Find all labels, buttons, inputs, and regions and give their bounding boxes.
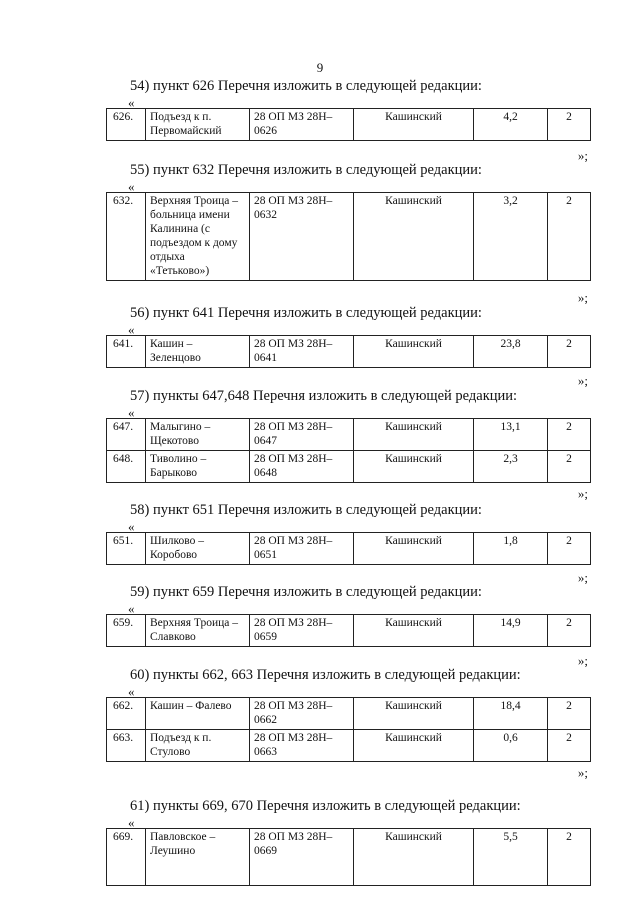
- section-heading: 54) пункт 626 Перечня изложить в следующей редакции:: [130, 78, 482, 94]
- road-category: 2: [548, 451, 591, 483]
- road-length: 4,2: [474, 109, 548, 141]
- road-length: 13,1: [474, 419, 548, 451]
- section-heading: 57) пункты 647,648 Перечня изложить в следующей редакции:: [130, 388, 518, 404]
- table-row: [107, 451, 591, 483]
- road-category: 2: [548, 615, 591, 647]
- roads-table: [106, 697, 591, 762]
- item-number: 662.: [107, 698, 146, 730]
- road-name: Малыгино – Щекотово: [146, 419, 250, 451]
- roads-table: [106, 108, 591, 141]
- table-row: [107, 698, 591, 730]
- road-code: 28 ОП МЗ 28Н–0648: [250, 451, 354, 483]
- road-code: 28 ОП МЗ 28Н–0659: [250, 615, 354, 647]
- district: Кашинский: [354, 419, 474, 451]
- close-quote: »;: [577, 486, 588, 501]
- district: Кашинский: [354, 533, 474, 565]
- road-category: 2: [548, 419, 591, 451]
- road-length: 14,9: [474, 615, 548, 647]
- road-code: 28 ОП МЗ 28Н–0632: [250, 193, 354, 281]
- close-quote: »;: [577, 373, 588, 388]
- road-name: Кашин – Фалево: [146, 698, 250, 730]
- road-code: 28 ОП МЗ 28Н–0626: [250, 109, 354, 141]
- district: Кашинский: [354, 730, 474, 762]
- table-row: [107, 615, 591, 647]
- district: Кашинский: [354, 193, 474, 281]
- item-number: 641.: [107, 336, 146, 368]
- section-heading: 59) пункт 659 Перечня изложить в следующей редакции:: [130, 584, 482, 600]
- section-heading: 60) пункты 662, 663 Перечня изложить в следующей редакции:: [130, 667, 521, 683]
- road-name: Подъезд к п. Стулово: [146, 730, 250, 762]
- roads-table: [106, 418, 591, 483]
- open-quote: «: [128, 601, 135, 616]
- section-heading: 61) пункты 669, 670 Перечня изложить в следующей редакции:: [130, 798, 521, 814]
- item-number: 651.: [107, 533, 146, 565]
- district: Кашинский: [354, 829, 474, 886]
- open-quote: «: [128, 322, 135, 337]
- road-category: 2: [548, 193, 591, 281]
- road-category: 2: [548, 533, 591, 565]
- road-category: 2: [548, 829, 591, 886]
- table-row: [107, 730, 591, 762]
- section-heading: 58) пункт 651 Перечня изложить в следующей редакции:: [130, 502, 482, 518]
- road-category: 2: [548, 336, 591, 368]
- district: Кашинский: [354, 615, 474, 647]
- table-row: [107, 533, 591, 565]
- item-number: 659.: [107, 615, 146, 647]
- close-quote: »;: [577, 290, 588, 305]
- road-category: 2: [548, 109, 591, 141]
- close-quote: »;: [577, 765, 588, 780]
- road-code: 28 ОП МЗ 28Н–0641: [250, 336, 354, 368]
- road-length: 3,2: [474, 193, 548, 281]
- roads-table: [106, 614, 591, 647]
- roads-table: [106, 335, 591, 368]
- road-code: 28 ОП МЗ 28Н–0662: [250, 698, 354, 730]
- road-name: Верхняя Троица – больница имени Калинина (с подъездом к дому отдыха «Тетьково»): [146, 193, 250, 281]
- road-name: Шилково – Коробово: [146, 533, 250, 565]
- road-code: 28 ОП МЗ 28Н–0663: [250, 730, 354, 762]
- road-name: Подъезд к п. Первомайский: [146, 109, 250, 141]
- open-quote: «: [128, 815, 135, 830]
- close-quote: »;: [577, 148, 588, 163]
- item-number: 669.: [107, 829, 146, 886]
- road-code: 28 ОП МЗ 28Н–0669: [250, 829, 354, 886]
- road-length: 1,8: [474, 533, 548, 565]
- road-category: 2: [548, 730, 591, 762]
- roads-table: [106, 532, 591, 565]
- road-code: 28 ОП МЗ 28Н–0651: [250, 533, 354, 565]
- item-number: 663.: [107, 730, 146, 762]
- district: Кашинский: [354, 451, 474, 483]
- open-quote: «: [128, 519, 135, 534]
- roads-table: [106, 828, 591, 886]
- road-length: 0,6: [474, 730, 548, 762]
- section-heading: 56) пункт 641 Перечня изложить в следующей редакции:: [130, 305, 482, 321]
- road-name: Верхняя Троица – Славково: [146, 615, 250, 647]
- table-row: [107, 419, 591, 451]
- road-length: 2,3: [474, 451, 548, 483]
- item-number: 632.: [107, 193, 146, 281]
- district: Кашинский: [354, 109, 474, 141]
- road-category: 2: [548, 698, 591, 730]
- roads-table: [106, 192, 591, 281]
- page-number: 9: [316, 60, 324, 75]
- item-number: 647.: [107, 419, 146, 451]
- table-row: [107, 109, 591, 141]
- item-number: 648.: [107, 451, 146, 483]
- item-number: 626.: [107, 109, 146, 141]
- table-row: [107, 336, 591, 368]
- road-name: Павловское – Леушино: [146, 829, 250, 886]
- close-quote: »;: [577, 653, 588, 668]
- road-name: Тиволино – Барыково: [146, 451, 250, 483]
- district: Кашинский: [354, 336, 474, 368]
- road-length: 23,8: [474, 336, 548, 368]
- open-quote: «: [128, 179, 135, 194]
- road-code: 28 ОП МЗ 28Н–0647: [250, 419, 354, 451]
- open-quote: «: [128, 95, 135, 110]
- open-quote: «: [128, 684, 135, 699]
- close-quote: »;: [577, 570, 588, 585]
- section-heading: 55) пункт 632 Перечня изложить в следующей редакции:: [130, 162, 482, 178]
- road-length: 5,5: [474, 829, 548, 886]
- district: Кашинский: [354, 698, 474, 730]
- road-name: Кашин – Зеленцово: [146, 336, 250, 368]
- table-row: [107, 829, 591, 886]
- road-length: 18,4: [474, 698, 548, 730]
- open-quote: «: [128, 405, 135, 420]
- table-row: [107, 193, 591, 281]
